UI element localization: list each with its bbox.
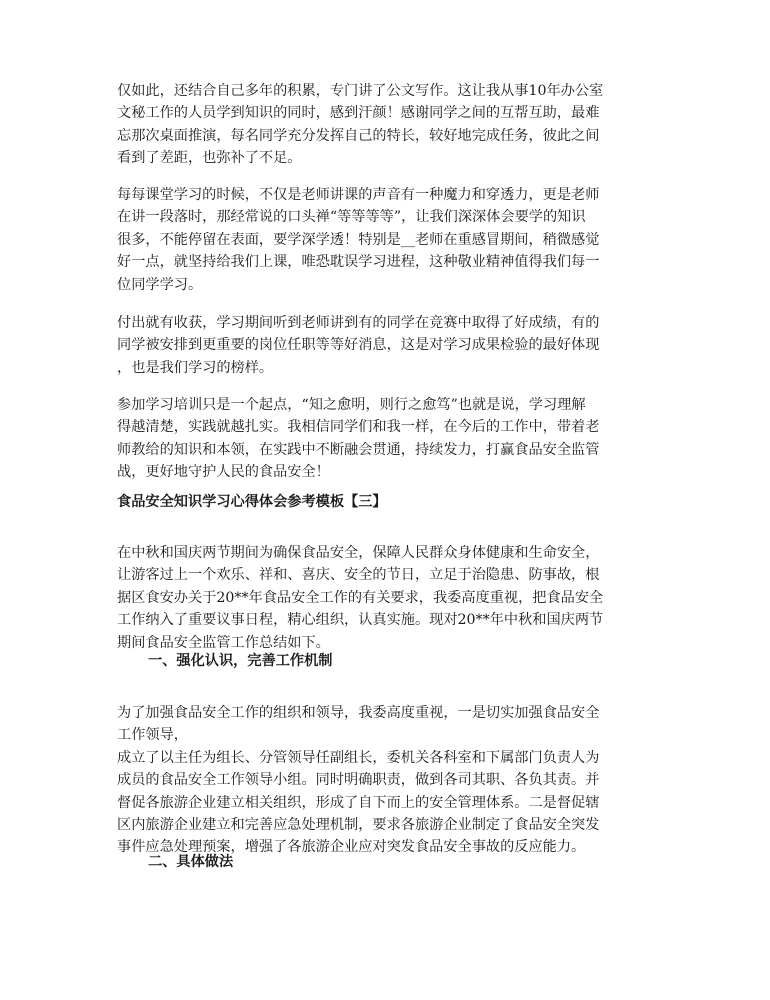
text-line: 督促各旅游企业建立相关组织，形成了自下而上的安全管理体系。二是督促辖 — [117, 794, 600, 811]
text-line: 成立了以主任为组长、分管领导任副组长，委机关各科室和下属部门负责人为 — [117, 749, 600, 766]
text-line: 同学被安排到更重要的岗位任职等等好消息，这是对学习成果检验的最好体现 — [117, 337, 600, 354]
paragraph-3 — [117, 312, 657, 379]
paragraph-6 — [117, 702, 657, 859]
text-line: 在讲一段落时，那经常说的口头禅“等等等等”，让我们深深体会要学的知识 — [117, 209, 586, 226]
text-line: 忘那次桌面推演，每名同学充分发挥自己的特长，较好地完成任务，彼此之间 — [117, 127, 600, 144]
text-line: 事件应急处理预案，增强了各旅游企业应对突发食品安全事故的反应能力。 — [117, 839, 586, 856]
subheading-2 — [148, 851, 688, 873]
text-line: 位同学学习。 — [117, 276, 203, 293]
text-line: 参加学习培训只是一个起点，“知之愈明，则行之愈笃”也就是说，学习理解 — [117, 397, 586, 413]
text-line: 工作领导， — [117, 727, 188, 744]
section-title-text: 食品安全知识学习心得体会参考模板【三】 — [117, 494, 387, 510]
subheading-text: 一、强化认识，完善工作机制 — [148, 653, 333, 669]
text-line: 据区食安办关于20**年食品安全工作的有关要求，我委高度重视，把食品安全 — [117, 589, 604, 606]
paragraph-5 — [117, 542, 657, 654]
text-line: 成员的食品安全工作领导小组。同时明确职责，做到各司其职、各负其责。并 — [117, 772, 600, 789]
text-line: 付出就有收获，学习期间听到老师讲到有的同学在竞赛中取得了好成绩，有的 — [117, 315, 600, 331]
text-line: 工作纳入了重要议事日程，精心组织，认真实施。现对20**年中秋和国庆两节 — [117, 612, 604, 629]
text-line: ，也是我们学习的榜样。 — [117, 359, 274, 376]
text-line: 为了加强食品安全工作的组织和领导，我委高度重视，一是切实加强食品安全 — [117, 705, 600, 721]
text-line: 在中秋和国庆两节期间为确保食品安全，保障人民群众身体健康和生命安全， — [117, 545, 600, 561]
paragraph-2 — [117, 184, 657, 296]
text-line: 得越清楚，实践就越扎实。我相信同学们和我一样，在今后的工作中，带着老 — [117, 419, 600, 436]
text-line: 师教给的知识和本领，在实践中不断融会贯通，持续发力，打赢食品安全监管 — [117, 441, 600, 458]
text-line: 区内旅游企业建立和完善应急处理机制，要求各旅游企业制定了食品安全突发 — [117, 817, 600, 834]
subheading-text: 二、具体做法 — [148, 854, 234, 870]
text-line: 文秘工作的人员学到知识的同时，感到汗颜！感谢同学之间的互帮互助，最难 — [117, 105, 600, 122]
text-line: 让游客过上一个欢乐、祥和、喜庆、安全的节日，立足于治隐患、防事故，根 — [117, 567, 600, 584]
text-line: 每每课堂学习的时候，不仅是老师讲课的声音有一种魔力和穿透力，更是老师 — [117, 187, 600, 203]
text-line: 战，更好地守护人民的食品安全！ — [117, 464, 330, 481]
paragraph-4 — [117, 394, 657, 484]
text-line: 好一点，就坚持给我们上课，唯恐耽误学习进程，这种敬业精神值得我们每一 — [117, 254, 600, 271]
text-line: 仅如此，还结合自己多年的积累，专门讲了公文写作。这让我从事10年办公室 — [117, 83, 604, 99]
subheading-1 — [148, 650, 688, 672]
text-line: 很多，不能停留在表面，要学深学透！特别是__老师在重感冒期间，稍微感觉 — [117, 231, 600, 248]
section-title — [117, 491, 657, 513]
text-line: 看到了差距，也弥补了不足。 — [117, 150, 302, 167]
text-line: 期间食品安全监管工作总结如下。 — [117, 634, 330, 651]
paragraph-1 — [117, 80, 657, 170]
